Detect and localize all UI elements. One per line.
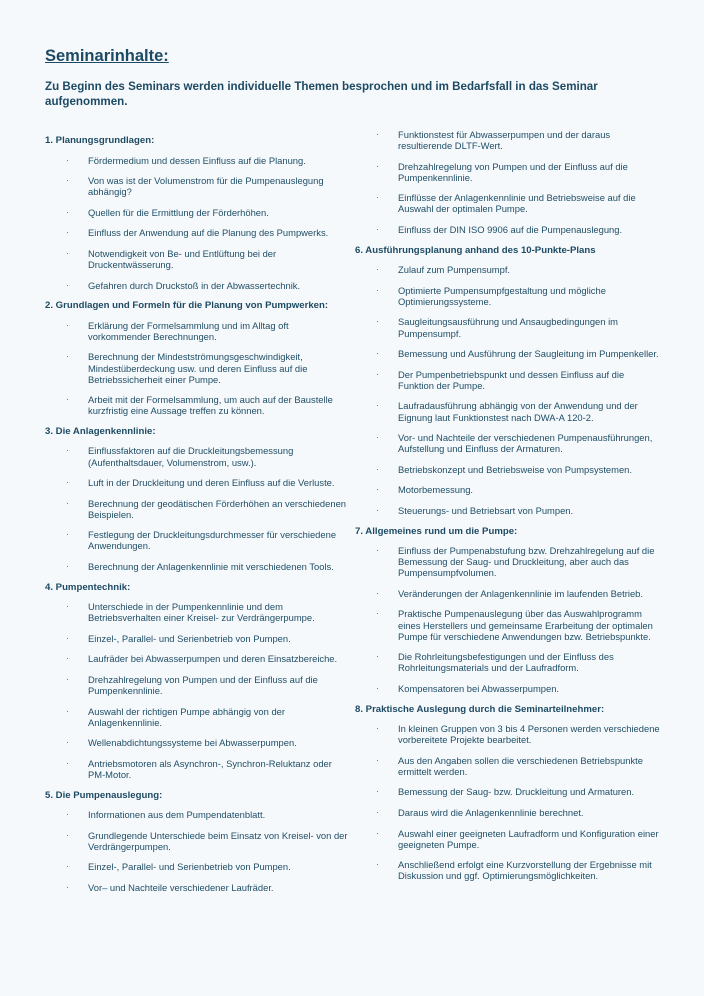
list-item — [355, 651, 660, 673]
bullet-dot: · — [376, 432, 379, 443]
list-item — [45, 155, 350, 166]
list-item-text: Vor- und Nachteile der verschiedenen Pumpenausführungen, Aufstellung und Einfluss der Armaturen. — [398, 432, 653, 455]
list-item — [45, 758, 350, 780]
list-item-text: Einflussfaktoren auf die Druckleitungsbemessung (Aufenthaltsdauer, Volumenstrom, usw.). — [88, 445, 294, 468]
list-item-text: Erklärung der Formelsammlung und im Alltag oft vorkommender Berechnungen. — [88, 319, 289, 342]
list-item-text: Gefahren durch Druckstoß in der Abwassertechnik. — [88, 279, 301, 291]
list-item-text: Praktische Pumpenauslegung über das Auswahlprogramm eines Herstellers und gemeinsame Erarbeitung der optimalen Pumpe für verschiedene Anwendungen bzw. Betriebspunkte. — [398, 608, 653, 642]
bullet-dot: · — [376, 348, 379, 359]
list-item — [355, 723, 660, 745]
bullet-dot: · — [376, 224, 379, 235]
list-item-text: Kompensatoren bei Abwasserpumpen. — [398, 682, 560, 694]
list-item — [355, 786, 660, 797]
list-item — [355, 464, 660, 475]
bullet-dot: · — [376, 545, 379, 556]
list-item-text: Wellenabdichtungssysteme bei Abwasserpumpen. — [88, 737, 297, 749]
bullet-dot: · — [66, 351, 69, 362]
list-item — [355, 129, 660, 151]
list-item-text: Berechnung der Mindestströmungsgeschwindigkeit, Mindestüberdeckung usw. und deren Einfluss auf die Betriebssicherheit einer Pumpe. — [88, 351, 308, 385]
bullet-dot: · — [376, 264, 379, 275]
list-item — [45, 498, 350, 520]
bullet-dot: · — [66, 319, 69, 330]
intro-text: Zu Beginn des Seminars werden individuelle Themen besprochen und im Bedarfsfall in das Seminar aufgenommen. — [45, 80, 598, 108]
list-item — [355, 484, 660, 495]
list-item-text: Laufradausführung abhängig von der Anwendung und der Eignung laut Funktionstest nach DWA-A 120-2. — [398, 400, 638, 423]
list-item-text: Die Rohrleitungsbefestigungen und der Einfluss des Rohrleitungsmaterials und der Laufradform. — [398, 651, 614, 674]
bullet-dot: · — [66, 497, 69, 508]
list-item-text: Einzel-, Parallel- und Serienbetrieb von Pumpen. — [88, 632, 291, 644]
list-item — [355, 588, 660, 599]
bullet-dot: · — [66, 561, 69, 572]
list-item-text: Betriebskonzept und Betriebsweise von Pumpsystemen. — [398, 463, 632, 475]
bullet-dot: · — [376, 859, 379, 870]
bullet-list — [45, 601, 350, 780]
bullet-dot: · — [66, 705, 69, 716]
list-item — [45, 280, 350, 291]
list-item — [355, 828, 660, 850]
list-item — [45, 674, 350, 696]
bullet-dot: · — [376, 192, 379, 203]
list-item — [45, 861, 350, 872]
list-item-text: Einfluss der Anwendung auf die Planung des Pumpwerks. — [88, 227, 329, 239]
section — [45, 426, 350, 572]
bullet-dot: · — [66, 601, 69, 612]
section — [355, 704, 660, 882]
bullet-dot: · — [66, 758, 69, 768]
section-title: 7. Allgemeines rund um die Pumpe: — [355, 525, 518, 537]
list-item — [45, 882, 350, 893]
list-item — [45, 653, 350, 664]
bullet-list — [45, 445, 350, 572]
section-title: 3. Die Anlagenkennlinie: — [45, 425, 156, 437]
bullet-dot: · — [66, 227, 69, 238]
bullet-dot: · — [376, 284, 379, 295]
bullet-dot: · — [376, 754, 379, 765]
list-item — [355, 432, 660, 454]
list-item — [355, 348, 660, 359]
list-item — [355, 161, 660, 183]
section-title: 6. Ausführungsplanung anhand des 10-Punkte-Plans — [355, 244, 596, 256]
bullet-dot: · — [376, 316, 379, 327]
list-item-text: Der Pumpenbetriebspunkt und dessen Einfluss auf die Funktion der Pumpe. — [398, 368, 625, 391]
list-item — [355, 316, 660, 338]
bullet-list — [355, 545, 660, 694]
bullet-dot: · — [376, 806, 379, 817]
bullet-dot: · — [66, 247, 69, 258]
list-item-text: Laufräder bei Abwasserpumpen und deren Einsatzbereiche. — [88, 653, 338, 665]
bullet-dot: · — [376, 484, 379, 495]
right-column — [355, 129, 660, 891]
list-item-text: Auswahl einer geeigneten Laufradform und Konfiguration einer geeigneten Pumpe. — [398, 827, 659, 850]
bullet-dot: · — [66, 175, 69, 186]
list-item — [355, 859, 660, 881]
list-item — [45, 445, 350, 467]
bullet-dot: · — [66, 674, 69, 685]
section-title: 8. Praktische Auslegung durch die Seminarteilnehmer: — [355, 703, 605, 715]
section — [355, 526, 660, 694]
list-item-text: Informationen aus dem Pumpendatenblatt. — [88, 809, 266, 821]
bullet-dot: · — [66, 882, 69, 893]
list-item — [355, 264, 660, 275]
list-item — [45, 529, 350, 551]
list-item-text: Arbeit mit der Formelsammlung, um auch auf der Baustelle kurzfristig eine Aussage treffen zu können. — [88, 394, 333, 417]
list-item-text: Saugleitungsausführung und Ansaugbedingungen im Pumpensumpf. — [398, 316, 618, 339]
section-title: 1. Planungsgrundlagen: — [45, 135, 155, 146]
bullet-dot: · — [376, 827, 379, 838]
list-item-text: Quellen für die Ermittlung der Förderhöhen. — [88, 206, 269, 218]
list-item-text: Aus den Angaben sollen die verschiedenen Betriebspunkte ermittelt werden. — [398, 754, 643, 777]
list-item-text: Einflüsse der Anlagenkennlinie und Betriebsweise auf die Auswahl der optimalen Pumpe. — [398, 192, 636, 215]
list-item-text: Drehzahlregelung von Pumpen und der Einfluss auf die Pumpenkennlinie. — [398, 160, 628, 183]
bullet-dot: · — [376, 587, 379, 598]
bullet-dot: · — [376, 160, 379, 171]
bullet-dot: · — [376, 129, 379, 139]
list-item — [45, 561, 350, 572]
bullet-dot: · — [376, 504, 379, 515]
list-item — [355, 224, 660, 235]
page-title: Seminarinhalte: — [45, 47, 169, 65]
list-item-text: Drehzahlregelung von Pumpen und der Einfluss auf die Pumpenkennlinie. — [88, 674, 318, 697]
bullet-dot: · — [66, 529, 69, 540]
section — [45, 582, 350, 781]
list-item-text: Steuerungs- und Betriebsart von Pumpen. — [398, 504, 574, 516]
list-item — [355, 192, 660, 214]
section — [45, 790, 350, 893]
bullet-dot: · — [66, 829, 69, 840]
bullet-dot: · — [376, 651, 379, 662]
list-item — [45, 809, 350, 820]
bullet-dot: · — [376, 723, 379, 733]
list-item — [355, 608, 660, 641]
bullet-dot: · — [66, 206, 69, 217]
list-item-text: Berechnung der geodätischen Förderhöhen an verschiedenen Beispielen. — [88, 497, 346, 520]
list-item-text: Bemessung und Ausführung der Saugleitung im Pumpenkeller. — [398, 348, 659, 360]
bullet-dot: · — [66, 632, 69, 643]
list-item — [45, 207, 350, 218]
list-item — [45, 477, 350, 488]
bullet-dot: · — [66, 737, 69, 748]
bullet-dot: · — [376, 463, 379, 474]
list-item-text: Zulauf zum Pumpensumpf. — [398, 264, 511, 276]
list-item-text: Von was ist der Volumenstrom für die Pumpenauslegung abhängig? — [88, 175, 324, 198]
bullet-dot: · — [66, 154, 69, 165]
list-item-text: Optimierte Pumpensumpfgestaltung und mögliche Optimierungssysteme. — [398, 284, 606, 307]
section-title: 4. Pumpentechnik: — [45, 581, 131, 593]
list-item — [355, 545, 660, 578]
section-title: 5. Die Pumpenauslegung: — [45, 789, 163, 801]
list-item — [45, 227, 350, 238]
list-item-text: Daraus wird die Anlagenkennlinie berechnet. — [398, 806, 584, 818]
list-item-text: Notwendigkeit von Be- und Entlüftung bei der Druckentwässerung. — [88, 247, 277, 271]
list-item-text: Fördermedium und dessen Einfluss auf die Planung. — [88, 154, 306, 166]
list-item — [45, 351, 350, 384]
bullet-dot: · — [376, 608, 379, 619]
list-item — [45, 737, 350, 748]
list-item-text: Vor– und Nachteile verschiedener Laufräder. — [88, 882, 274, 894]
list-item — [45, 830, 350, 852]
bullet-dot: · — [66, 477, 69, 488]
bullet-list — [355, 264, 660, 516]
list-item-text: Einfluss der Pumpenabstufung bzw. Drehzahlregelung auf die Bemessung der Saug- und Druckleitung, aber auch das Pumpensumpfvolumen. — [398, 545, 655, 579]
list-item — [355, 400, 660, 422]
section — [45, 300, 350, 416]
list-item — [45, 394, 350, 416]
list-item — [45, 601, 350, 623]
bullet-dot: · — [376, 682, 379, 693]
bullet-list — [45, 809, 350, 893]
list-item-text: Grundlegende Unterschiede beim Einsatz von Kreisel- von der Verdrängerpumpen. — [88, 829, 348, 852]
list-item-text: Veränderungen der Anlagenkennlinie im laufenden Betrieb. — [398, 587, 643, 599]
list-item — [355, 285, 660, 307]
section — [45, 135, 350, 291]
list-item — [355, 807, 660, 818]
list-item-text: Bemessung der Saug- bzw. Druckleitung und Armaturen. — [398, 786, 635, 798]
list-item — [45, 706, 350, 728]
list-item — [355, 755, 660, 777]
list-item-text: Anschließend erfolgt eine Kurzvorstellung der Ergebnisse mit Diskussion und ggf. Optimierungsmöglichkeiten. — [398, 859, 652, 882]
list-item-text: Einfluss der DIN ISO 9906 auf die Pumpenauslegung. — [398, 224, 623, 236]
list-item-text: Auswahl der richtigen Pumpe abhängig von der Anlagenkennlinie. — [88, 705, 285, 728]
list-item-text: Berechnung der Anlagenkennlinie mit verschiedenen Tools. — [88, 561, 334, 573]
list-item-text: Festlegung der Druckleitungsdurchmesser für verschiedene Anwendungen. — [88, 529, 337, 552]
section — [355, 245, 660, 516]
bullet-dot: · — [66, 861, 69, 872]
list-item — [45, 175, 350, 197]
bullet-list — [45, 155, 350, 291]
bullet-dot: · — [376, 786, 379, 797]
bullet-list — [355, 723, 660, 881]
bullet-list — [45, 320, 350, 417]
list-item — [355, 369, 660, 391]
bullet-dot: · — [66, 809, 69, 820]
bullet-dot: · — [66, 394, 69, 405]
list-item-text: Einzel-, Parallel- und Serienbetrieb von Pumpen. — [88, 861, 291, 873]
list-item-text: Funktionstest für Abwasserpumpen und der daraus resultierende DLTF-Wert. — [398, 129, 611, 152]
bullet-dot: · — [376, 368, 379, 379]
list-item — [355, 505, 660, 516]
bullet-dot: · — [66, 279, 69, 290]
bullet-dot: · — [376, 400, 379, 411]
list-item-text: Luft in der Druckleitung und deren Einfluss auf die Verluste. — [88, 477, 335, 489]
bullet-list — [355, 129, 660, 235]
list-item — [45, 633, 350, 644]
section-title: 2. Grundlagen und Formeln für die Planung von Pumpwerken: — [45, 300, 329, 312]
list-item-text: Antriebsmotoren als Asynchron-, Synchron-Reluktanz oder PM-Motor. — [88, 758, 332, 781]
list-item — [45, 248, 350, 270]
list-item-text: In kleinen Gruppen von 3 bis 4 Personen werden verschiedene vorbereitete Projekte bearbeitet. — [398, 723, 660, 746]
list-item-text: Unterschiede in der Pumpenkennlinie und dem Betriebsverhalten einer Kreisel- zur Verdrängerpumpe. — [88, 601, 315, 624]
list-item — [355, 683, 660, 694]
left-column — [45, 129, 350, 903]
bullet-dot: · — [66, 653, 69, 664]
bullet-dot: · — [66, 445, 69, 456]
list-item — [45, 320, 350, 342]
list-item-text: Motorbemessung. — [398, 484, 474, 496]
